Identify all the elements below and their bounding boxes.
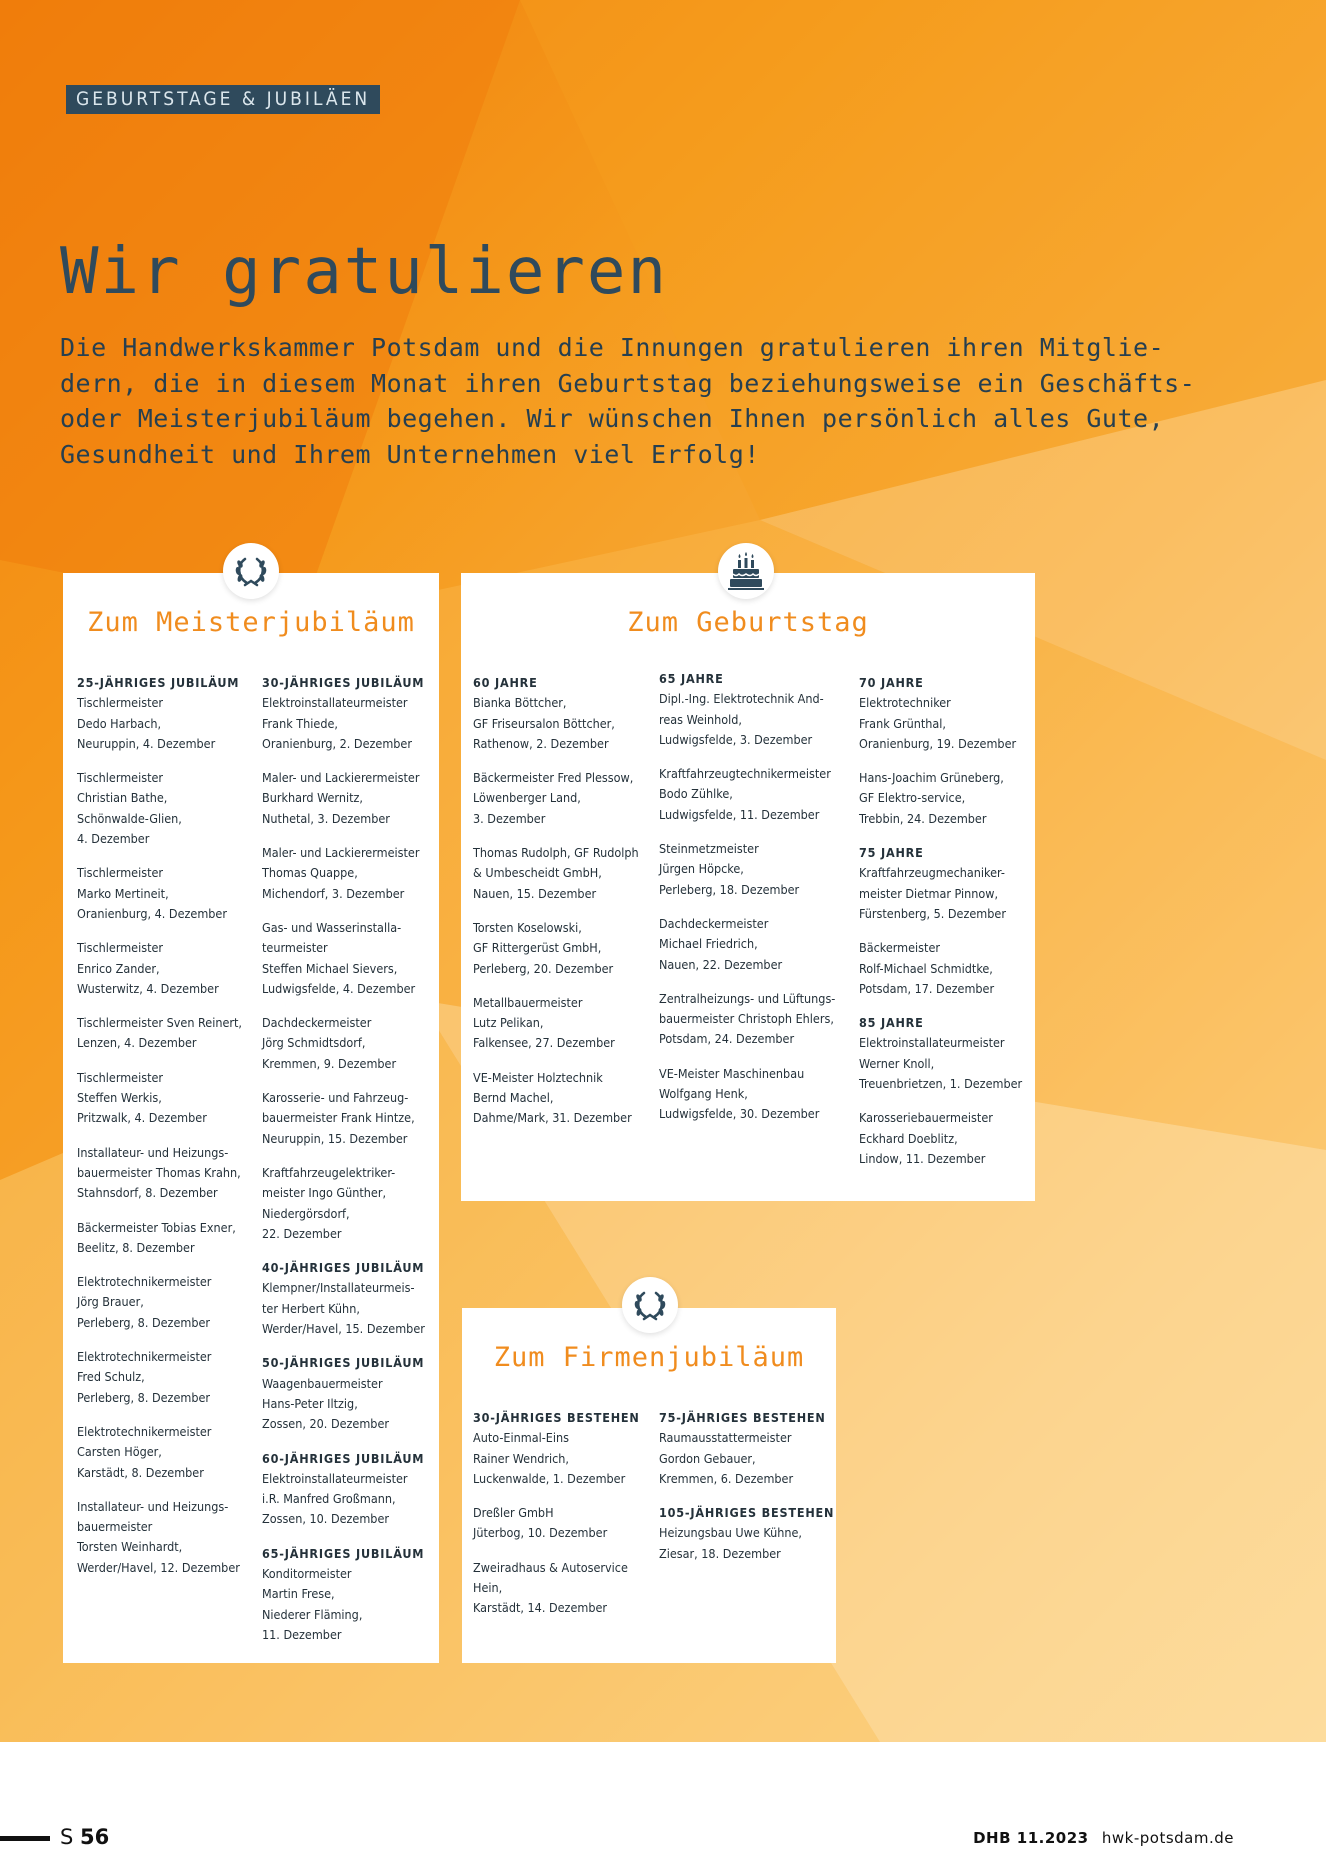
list-entry	[859, 1108, 1035, 1169]
list-entry	[859, 768, 1035, 829]
list-entry	[659, 1408, 835, 1489]
list-entry	[659, 764, 849, 825]
list-entry	[473, 918, 653, 979]
entry-text: Kraftfahrzeugtechnikermeister Bodo Zühlke, Ludwigsfelde, 11. Dezember	[659, 766, 831, 822]
entry-text: Installateur- und Heizungs- bauermeister Torsten Weinhardt, Werder/Havel, 12. Dezember	[77, 1498, 240, 1575]
entry-heading: 60 JAHRE	[473, 675, 538, 690]
list-entry	[77, 768, 255, 849]
list-entry	[262, 1013, 440, 1074]
list-entry	[77, 1143, 255, 1204]
firmen-col-2	[659, 1408, 835, 1578]
entry-text: Karosserie- und Fahrzeug- bauermeister Frank Hintze, Neuruppin, 15. Dezember	[262, 1090, 415, 1146]
entry-heading: 30-JÄHRIGES JUBILÄUM	[262, 675, 425, 690]
geburtstag-panel-title: Zum Geburtstag	[627, 607, 869, 638]
list-entry	[659, 914, 849, 975]
entry-text: Tischlermeister Marko Mertineit, Oranienburg, 4. Dezember	[77, 865, 227, 921]
entry-text: Elektroinstallateurmeister Frank Thiede, Oranienburg, 2. Dezember	[262, 695, 412, 751]
entry-text: Bäckermeister Rolf-Michael Schmidtke, Potsdam, 17. Dezember	[859, 940, 995, 996]
laurel-wreath-icon	[231, 551, 271, 591]
geburtstag-col-2	[659, 669, 849, 1139]
entry-text: Dachdeckermeister Michael Friedrich, Nauen, 22. Dezember	[659, 915, 783, 972]
list-entry	[659, 839, 849, 900]
list-entry	[262, 1088, 440, 1149]
entry-text: Maler- und Lackierermeister Thomas Quappe, Michendorf, 3. Dezember	[262, 845, 420, 901]
list-entry	[262, 673, 440, 754]
geburtstag-col-1	[473, 673, 653, 1143]
entry-text: Gas- und Wasserinstalla- teurmeister Steffen Michael Sievers, Ludwigsfelde, 4. Dezember	[262, 919, 416, 996]
entry-text: Torsten Koselowski, GF Rittergerüst GmbH, Perleberg, 20. Dezember	[473, 919, 614, 976]
entry-heading: 30-JÄHRIGES BESTEHEN	[473, 1410, 640, 1425]
entry-text: Zweiradhaus & Autoservice Hein, Karstädt, 14. Dezember	[473, 1559, 628, 1616]
entry-text: Kraftfahrzeugmechaniker- meister Dietmar Pinnow, Fürstenberg, 5. Dezember	[859, 865, 1006, 921]
entry-text: Raumausstattermeister Gordon Gebauer, Kremmen, 6. Dezember	[659, 1430, 794, 1486]
firmen-badge	[622, 1277, 678, 1333]
geburtstag-col-3	[859, 673, 1035, 1183]
firmen-panel	[462, 1308, 836, 1663]
entry-text: Installateur- und Heizungs- bauermeister Thomas Krahn, Stahnsdorf, 8. Dezember	[77, 1144, 241, 1201]
geburtstag-panel	[461, 573, 1035, 1201]
list-entry	[77, 1497, 255, 1578]
list-entry	[77, 1013, 255, 1054]
entry-text: Kraftfahrzeugelektriker- meister Ingo Günther, Niedergörsdorf, 22. Dezember	[262, 1164, 396, 1241]
entry-text: Klempner/Installateurmeis- ter Herbert Kühn, Werder/Havel, 15. Dezember	[262, 1280, 425, 1337]
list-entry	[77, 863, 255, 924]
page-number	[60, 1825, 109, 1849]
list-entry	[77, 1347, 255, 1408]
entry-text: VE-Meister Holztechnik Bernd Machel, Dahme/Mark, 31. Dezember	[473, 1069, 632, 1126]
meister-badge	[223, 543, 279, 599]
entry-text: Elektrotechniker Frank Grünthal, Oranienburg, 19. Dezember	[859, 695, 1017, 751]
entry-heading: 65 JAHRE	[659, 671, 724, 686]
entry-heading: 50-JÄHRIGES JUBILÄUM	[262, 1355, 425, 1371]
list-entry	[473, 1068, 653, 1129]
entry-text: Maler- und Lackierermeister Burkhard Wernitz, Nuthetal, 3. Dezember	[262, 770, 420, 826]
list-entry	[473, 1558, 653, 1619]
birthday-cake-icon	[726, 551, 766, 591]
list-entry	[77, 1272, 255, 1333]
entry-text: Metallbauermeister Lutz Pelikan, Falkensee, 27. Dezember	[473, 994, 615, 1051]
list-entry	[473, 1503, 653, 1544]
list-entry	[262, 768, 440, 829]
entry-text: Dreßler GmbH Jüterbog, 10. Dezember	[473, 1505, 608, 1541]
list-entry	[473, 673, 653, 754]
entry-heading: 105-JÄHRIGES BESTEHEN	[659, 1505, 835, 1521]
entry-text: Tischlermeister Enrico Zander, Wusterwitz, 4. Dezember	[77, 940, 219, 996]
firmen-col-1	[473, 1408, 653, 1633]
intro-text: Die Handwerkskammer Potsdam und die Innungen gratulieren ihren Mitglie- dern, die in diesem Monat ihren Geburtstag beziehungsweise ein Geschäfts- oder Meisterjubiläum begehen. Wir wünschen Ihnen persönlich alles Gute, Gesundheit und Ihrem Unternehmen viel Erfolg!	[60, 333, 1196, 469]
entry-text: Elektrotechnikermeister Fred Schulz, Perleberg, 8. Dezember	[77, 1349, 212, 1405]
entry-text: Tischlermeister Dedo Harbach, Neuruppin, 4. Dezember	[77, 695, 216, 751]
entry-text: Bäckermeister Tobias Exner, Beelitz, 8. Dezember	[77, 1219, 236, 1255]
list-entry	[262, 918, 440, 999]
laurel-wreath-icon	[630, 1285, 670, 1325]
entry-text: Waagenbauermeister Hans-Peter Iltzig, Zossen, 20. Dezember	[262, 1375, 389, 1432]
firmen-panel-title: Zum Firmenjubiläum	[493, 1342, 805, 1373]
entry-text: Konditormeister Martin Frese, Niederer Fläming, 11. Dezember	[262, 1565, 363, 1642]
website-label: hwk-potsdam.de	[1101, 1829, 1234, 1847]
footer-bar	[0, 1836, 50, 1841]
entry-text: Elektroinstallateurmeister Werner Knoll, Treuenbrietzen, 1. Dezember	[859, 1035, 1023, 1092]
entry-heading: 65-JÄHRIGES JUBILÄUM	[262, 1545, 425, 1561]
list-entry	[77, 938, 255, 999]
page-number-value: 56	[80, 1825, 110, 1849]
entry-text: Dachdeckermeister Jörg Schmidtsdorf, Kremmen, 9. Dezember	[262, 1015, 397, 1071]
entry-text: VE-Meister Maschinenbau Wolfgang Henk, Ludwigsfelde, 30. Dezember	[659, 1065, 820, 1122]
list-entry	[77, 1422, 255, 1483]
meister-col-1	[77, 673, 255, 1592]
issue-label: DHB 11.2023	[973, 1829, 1089, 1847]
entry-text: Thomas Rudolph, GF Rudolph & Umbescheidt GmbH, Nauen, 15. Dezember	[473, 845, 639, 901]
entry-text: Heizungsbau Uwe Kühne, Ziesar, 18. Dezember	[659, 1525, 802, 1561]
list-entry	[859, 843, 1035, 924]
list-entry	[473, 993, 653, 1054]
geburtstag-badge	[718, 543, 774, 599]
entry-text: Tischlermeister Steffen Werkis, Pritzwalk, 4. Dezember	[77, 1069, 207, 1126]
footer-info	[973, 1829, 1234, 1847]
entry-heading: 60-JÄHRIGES JUBILÄUM	[262, 1450, 425, 1466]
list-entry	[473, 843, 653, 904]
entry-text: Zentralheizungs- und Lüftungs- bauermeister Christoph Ehlers, Potsdam, 24. Dezember	[659, 990, 836, 1047]
entry-text: Tischlermeister Sven Reinert, Lenzen, 4. Dezember	[77, 1015, 242, 1051]
entry-text: Dipl.-Ing. Elektrotechnik And- reas Weinhold, Ludwigsfelde, 3. Dezember	[659, 691, 824, 747]
list-entry	[262, 1163, 440, 1244]
meister-col-2	[262, 673, 440, 1659]
list-entry	[77, 1068, 255, 1129]
list-entry	[262, 1353, 440, 1434]
list-entry	[659, 1064, 849, 1125]
meister-panel	[63, 573, 439, 1663]
list-entry	[659, 669, 849, 750]
entry-heading: 70 JAHRE	[859, 675, 924, 690]
list-entry	[473, 1408, 653, 1489]
page-prefix: S	[60, 1825, 74, 1849]
entry-heading: 40-JÄHRIGES JUBILÄUM	[262, 1260, 425, 1276]
list-entry	[473, 768, 653, 829]
section-tag: GEBURTSTAGE & JUBILÄEN	[66, 85, 380, 114]
entry-text: Elektrotechnikermeister Carsten Höger, Karstädt, 8. Dezember	[77, 1423, 212, 1480]
list-entry	[77, 673, 255, 754]
list-entry	[77, 1218, 255, 1259]
entry-text: Steinmetzmeister Jürgen Höpcke, Perleberg, 18. Dezember	[659, 841, 800, 897]
list-entry	[262, 843, 440, 904]
list-entry	[859, 1013, 1035, 1094]
list-entry	[262, 1258, 440, 1339]
entry-heading: 25-JÄHRIGES JUBILÄUM	[77, 675, 240, 690]
entry-text: Bianka Böttcher, GF Friseursalon Böttcher, Rathenow, 2. Dezember	[473, 695, 615, 751]
entry-text: Elektrotechnikermeister Jörg Brauer, Perleberg, 8. Dezember	[77, 1274, 212, 1330]
list-entry	[859, 938, 1035, 999]
list-entry	[262, 1449, 440, 1530]
meister-panel-title: Zum Meisterjubiläum	[87, 607, 415, 638]
entry-text: Bäckermeister Fred Plessow, Löwenberger Land, 3. Dezember	[473, 770, 634, 826]
entry-heading: 85 JAHRE	[859, 1015, 924, 1031]
entry-text: Elektroinstallateurmeister i.R. Manfred Großmann, Zossen, 10. Dezember	[262, 1470, 408, 1527]
entry-text: Hans-Joachim Grüneberg, GF Elektro-service, Trebbin, 24. Dezember	[859, 770, 1004, 826]
list-entry	[262, 1544, 440, 1645]
list-entry	[659, 989, 849, 1050]
list-entry	[659, 1503, 835, 1564]
entry-heading: 75 JAHRE	[859, 845, 924, 861]
entry-heading: 75-JÄHRIGES BESTEHEN	[659, 1410, 826, 1425]
entry-text: Tischlermeister Christian Bathe, Schönwalde-Glien, 4. Dezember	[77, 770, 182, 847]
page-title: Wir gratulieren	[60, 235, 668, 309]
entry-text: Karosseriebauermeister Eckhard Doeblitz, Lindow, 11. Dezember	[859, 1110, 993, 1166]
entry-text: Auto-Einmal-Eins Rainer Wendrich, Luckenwalde, 1. Dezember	[473, 1430, 626, 1486]
list-entry	[859, 673, 1035, 754]
